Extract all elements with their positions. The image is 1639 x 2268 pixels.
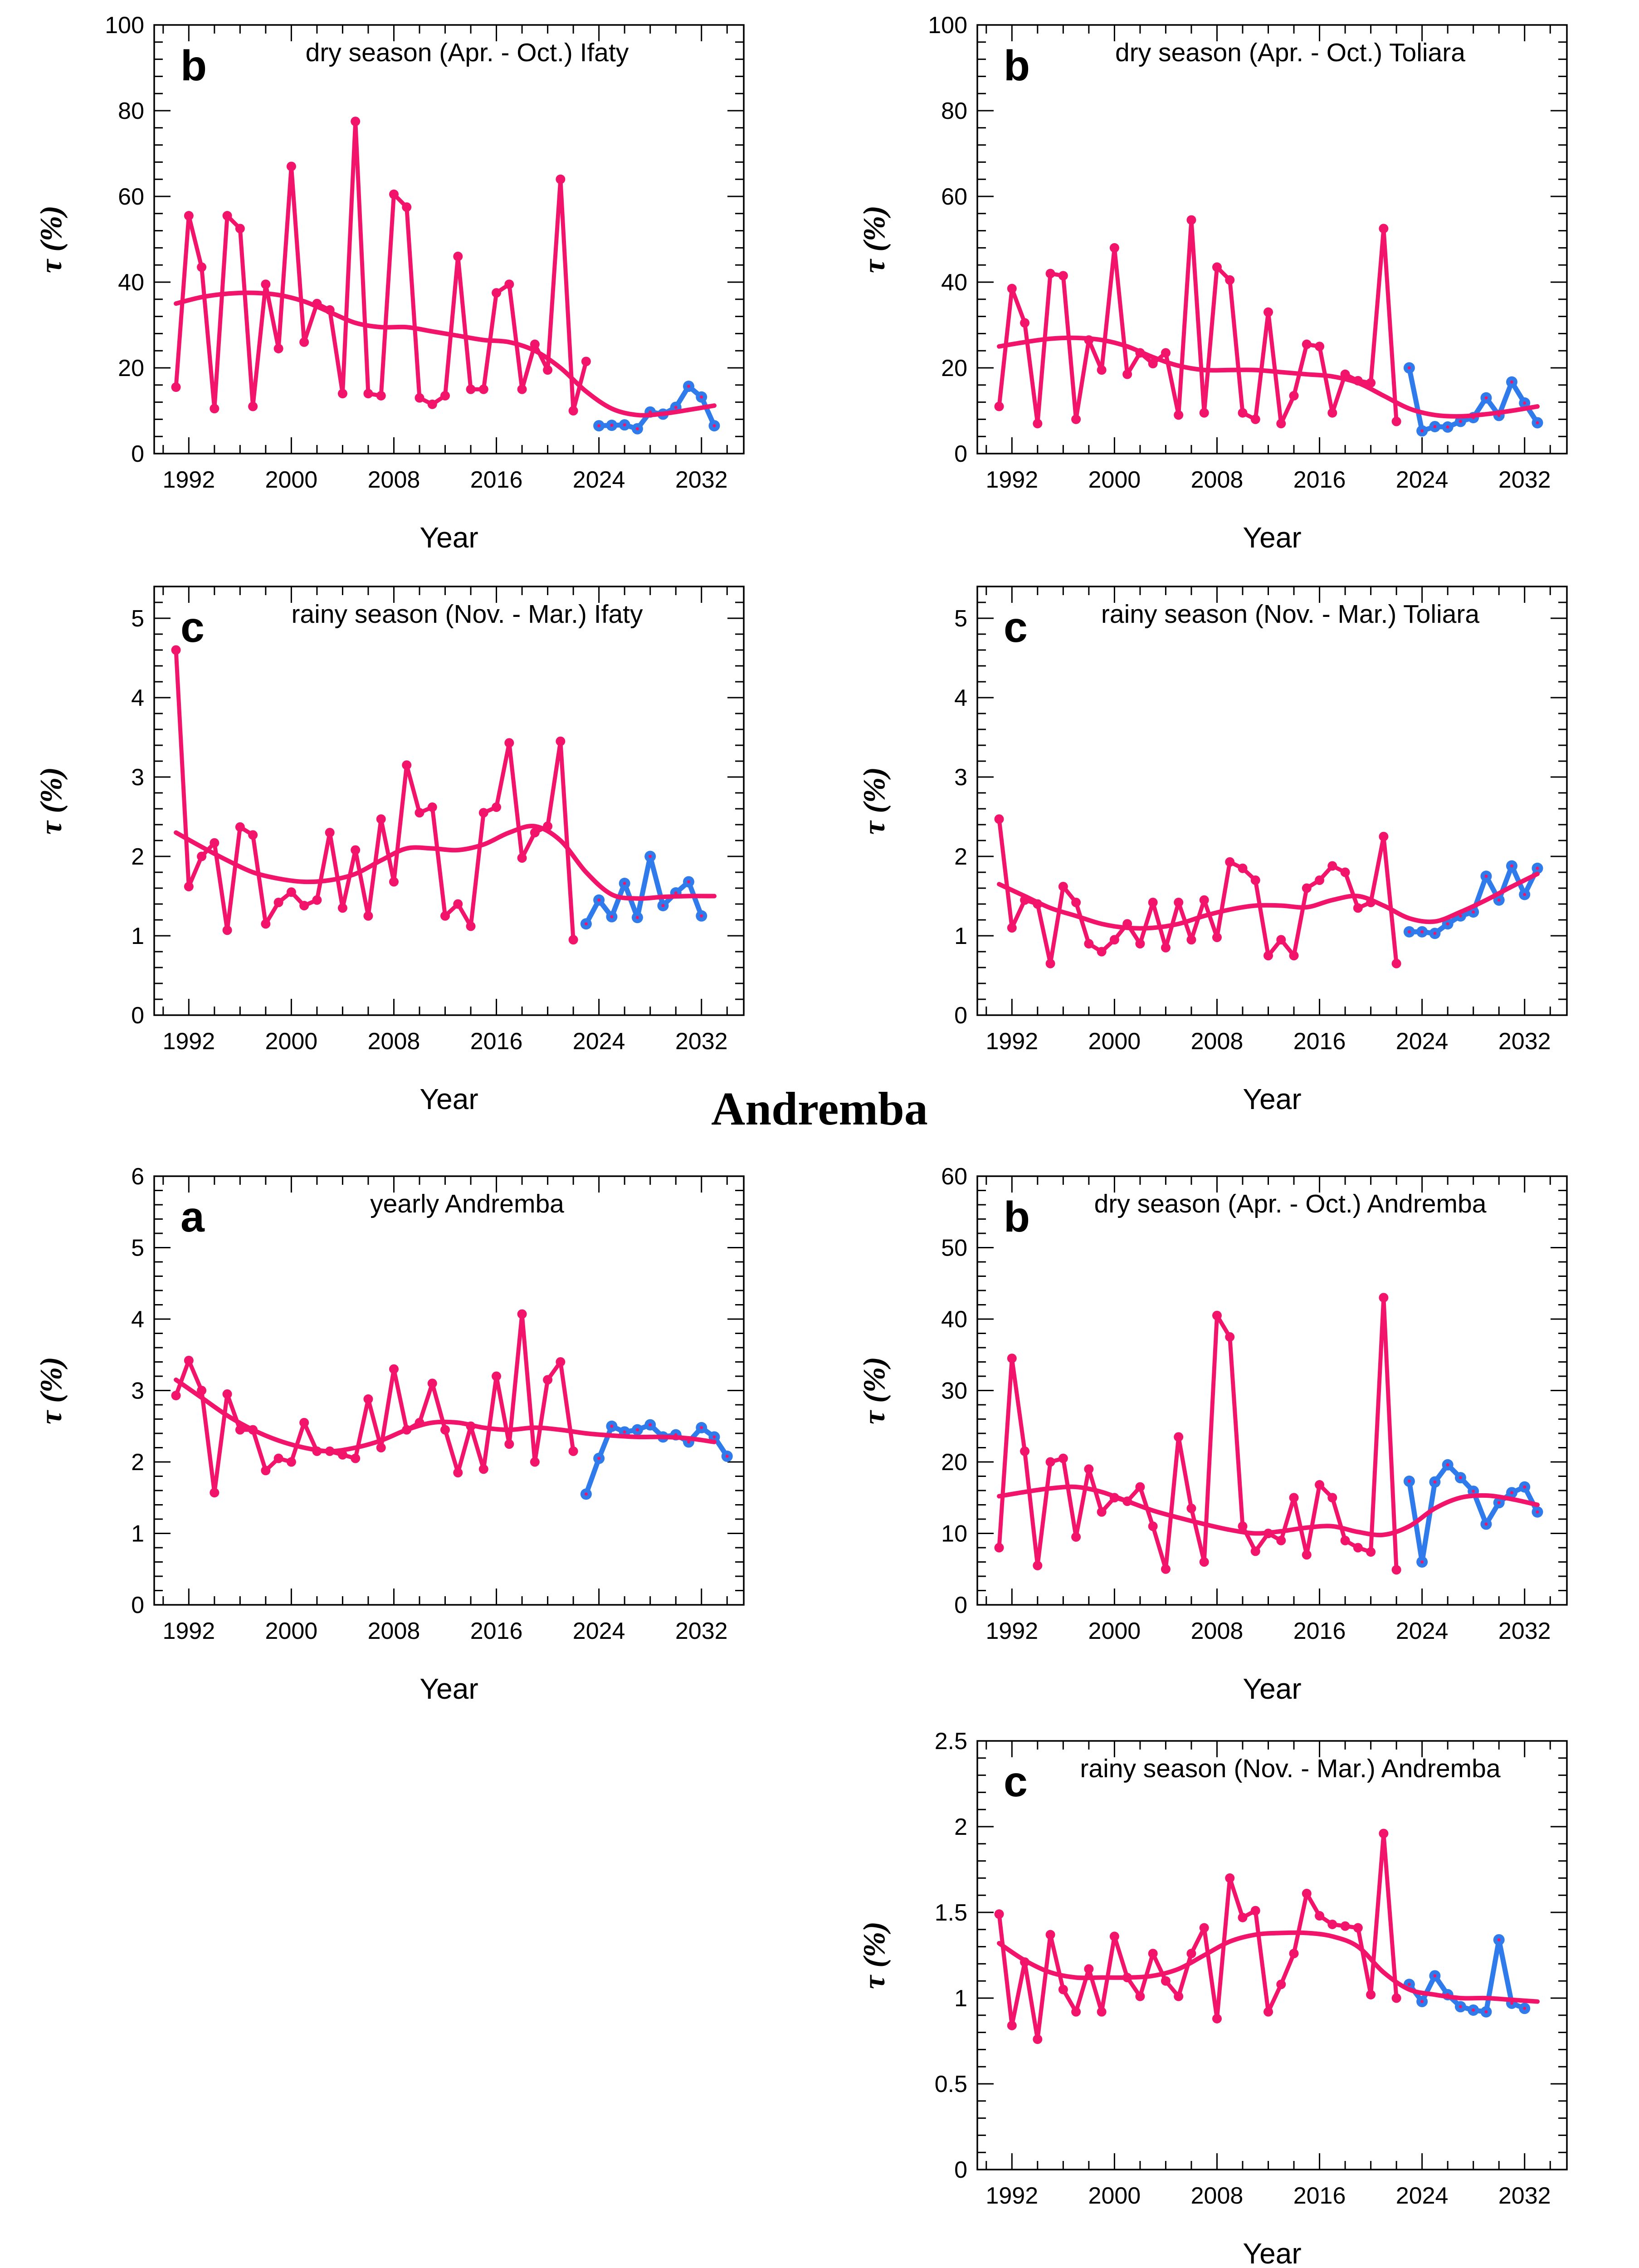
x-tick-label: 2000 [265, 1028, 318, 1055]
x-tick-label: 1992 [162, 1618, 215, 1644]
forecast-series-markers [1404, 1934, 1530, 2018]
panel-letter: c [180, 603, 205, 651]
y-tick-label: 4 [954, 685, 967, 711]
y-tick-label: 5 [131, 606, 144, 632]
y-tick-label: 1.5 [934, 1900, 967, 1926]
x-tick-label: 2024 [1395, 467, 1449, 493]
x-tick-label: 2032 [675, 1028, 728, 1055]
x-tick-label: 1992 [985, 1618, 1039, 1644]
chart-dry-andremba [841, 1156, 1594, 1721]
y-axis-label: τ (%) [34, 1356, 68, 1425]
chart-yearly-andremba [18, 1156, 771, 1721]
x-tick-label: 2000 [1088, 2183, 1141, 2209]
x-tick-label: 2016 [1293, 1028, 1346, 1055]
chart-rainy-ifaty [18, 566, 771, 1131]
chart-canvas [18, 1156, 771, 1721]
y-tick-label: 5 [131, 1235, 144, 1261]
chart-title: dry season (Apr. - Oct.) Andremba [1094, 1189, 1487, 1218]
plot-border [154, 1176, 744, 1605]
x-tick-label: 2016 [470, 467, 523, 493]
observed-series-line [999, 220, 1396, 424]
observed-series-line [176, 122, 586, 411]
x-axis-label: Year [420, 1083, 478, 1115]
chart-dry-ifaty [18, 5, 771, 569]
y-tick-label: 2 [131, 1449, 144, 1476]
y-tick-label: 2.5 [934, 1728, 967, 1755]
y-tick-label: 0 [954, 1002, 967, 1029]
y-tick-label: 80 [941, 98, 967, 124]
x-tick-label: 1992 [162, 1028, 215, 1055]
y-axis-label: τ (%) [857, 1356, 891, 1425]
y-tick-label: 100 [105, 12, 144, 39]
x-tick-label: 2032 [1498, 1028, 1551, 1055]
x-axis-label: Year [420, 1672, 478, 1705]
plot-border [977, 1176, 1567, 1605]
x-tick-label: 2032 [1498, 1618, 1551, 1644]
x-tick-label: 2000 [265, 467, 318, 493]
y-axis-label: τ (%) [857, 767, 891, 835]
chart-canvas [841, 566, 1594, 1131]
x-tick-label: 2024 [1395, 2183, 1449, 2209]
panel-letter: b [1004, 1193, 1030, 1241]
x-tick-label: 2008 [367, 1028, 420, 1055]
x-tick-label: 2016 [470, 1618, 523, 1644]
y-tick-label: 40 [118, 269, 144, 296]
y-tick-label: 3 [131, 1378, 144, 1404]
panel-letter: b [1004, 42, 1030, 90]
panel-letter: c [1004, 1758, 1028, 1806]
x-tick-label: 1992 [985, 2183, 1039, 2209]
y-tick-label: 40 [941, 1306, 967, 1333]
x-tick-label: 2016 [1293, 1618, 1346, 1644]
x-tick-label: 2000 [1088, 1618, 1141, 1644]
x-tick-label: 2008 [367, 1618, 420, 1644]
y-tick-label: 0 [954, 1592, 967, 1618]
x-tick-label: 2032 [675, 467, 728, 493]
y-tick-label: 0 [131, 1002, 144, 1029]
y-tick-label: 0 [131, 1592, 144, 1618]
y-axis-label: τ (%) [857, 1921, 891, 1989]
x-tick-label: 2024 [572, 1028, 625, 1055]
y-tick-label: 1 [131, 923, 144, 949]
y-tick-label: 30 [941, 1378, 967, 1404]
panel-letter: b [180, 42, 207, 90]
plot-border [154, 587, 744, 1015]
chart-canvas [18, 566, 771, 1131]
chart-title: rainy season (Nov. - Mar.) Ifaty [291, 600, 643, 629]
y-tick-label: 2 [954, 844, 967, 870]
chart-title: dry season (Apr. - Oct.) Toliara [1115, 38, 1465, 67]
forecast-series-markers [1404, 362, 1543, 437]
axis-ticks [977, 1741, 1567, 2170]
x-tick-label: 2016 [1293, 467, 1346, 493]
y-axis-label: τ (%) [34, 205, 68, 274]
y-axis-label: τ (%) [34, 767, 68, 835]
y-tick-label: 60 [941, 184, 967, 210]
y-tick-label: 10 [941, 1520, 967, 1547]
x-tick-label: 1992 [162, 467, 215, 493]
axis-ticks [154, 1176, 744, 1605]
y-tick-label: 20 [941, 1449, 967, 1476]
chart-dry-toliara [841, 5, 1594, 569]
y-tick-label: 4 [131, 1306, 144, 1333]
forecast-series-markers [1404, 860, 1543, 939]
y-tick-label: 20 [941, 355, 967, 381]
y-tick-label: 2 [131, 844, 144, 870]
axis-ticks [977, 1176, 1567, 1605]
x-axis-label: Year [1243, 1083, 1302, 1115]
section-heading-andremba: Andremba [711, 1083, 928, 1135]
x-tick-label: 2016 [470, 1028, 523, 1055]
y-tick-label: 5 [954, 606, 967, 632]
y-tick-label: 0 [954, 2157, 967, 2183]
chart-title: yearly Andremba [370, 1189, 564, 1218]
y-tick-label: 1 [954, 1985, 967, 2012]
plot-border [977, 25, 1567, 454]
y-tick-label: 60 [118, 184, 144, 210]
y-axis-label: τ (%) [857, 205, 891, 274]
chart-title: dry season (Apr. - Oct.) Ifaty [305, 38, 629, 67]
y-tick-label: 50 [941, 1235, 967, 1261]
axis-ticks [977, 25, 1567, 454]
chart-canvas [841, 5, 1594, 569]
chart-canvas [841, 1156, 1594, 1721]
x-tick-label: 2024 [572, 467, 625, 493]
x-tick-label: 2024 [1395, 1028, 1449, 1055]
x-tick-label: 2008 [1190, 1028, 1244, 1055]
panel-letter: a [180, 1193, 205, 1241]
y-tick-label: 3 [954, 764, 967, 791]
panel-letter: c [1004, 603, 1028, 651]
observed-series-line [176, 650, 573, 940]
y-tick-label: 2 [954, 1814, 967, 1840]
x-tick-label: 2008 [1190, 1618, 1244, 1644]
x-axis-label: Year [1243, 521, 1302, 554]
x-tick-label: 2000 [1088, 467, 1141, 493]
forecast-marker-centers [1408, 865, 1539, 935]
observed-series-line [999, 819, 1396, 964]
y-tick-label: 40 [941, 269, 967, 296]
x-tick-label: 2008 [1190, 467, 1244, 493]
observed-series-line [176, 1314, 573, 1493]
x-tick-label: 2024 [572, 1618, 625, 1644]
chart-rainy-toliara [841, 566, 1594, 1131]
y-tick-label: 1 [131, 1520, 144, 1547]
y-tick-label: 1 [954, 923, 967, 949]
x-tick-label: 2008 [367, 467, 420, 493]
y-tick-label: 100 [928, 12, 967, 39]
y-tick-label: 6 [131, 1163, 144, 1190]
y-tick-label: 4 [131, 685, 144, 711]
x-tick-label: 1992 [985, 467, 1039, 493]
chart-title: rainy season (Nov. - Mar.) Toliara [1101, 600, 1480, 629]
x-axis-label: Year [1243, 1672, 1302, 1705]
x-axis-label: Year [420, 521, 478, 554]
chart-rainy-andremba [841, 1721, 1594, 2268]
x-tick-label: 2000 [265, 1618, 318, 1644]
x-tick-label: 2016 [1293, 2183, 1346, 2209]
x-tick-label: 2000 [1088, 1028, 1141, 1055]
y-tick-label: 20 [118, 355, 144, 381]
x-tick-label: 2024 [1395, 1618, 1449, 1644]
y-tick-label: 0.5 [934, 2071, 967, 2097]
x-axis-label: Year [1243, 2237, 1302, 2268]
plot-border [977, 1741, 1567, 2170]
axis-ticks [154, 587, 744, 1015]
x-tick-label: 2032 [675, 1618, 728, 1644]
x-tick-label: 2032 [1498, 467, 1551, 493]
y-tick-label: 60 [941, 1163, 967, 1190]
x-tick-label: 1992 [985, 1028, 1039, 1055]
chart-canvas [18, 5, 771, 569]
y-tick-label: 80 [118, 98, 144, 124]
x-tick-label: 2032 [1498, 2183, 1551, 2209]
y-tick-label: 0 [131, 441, 144, 467]
chart-title: rainy season (Nov. - Mar.) Andremba [1080, 1754, 1501, 1783]
y-tick-label: 0 [954, 441, 967, 467]
y-tick-label: 3 [131, 764, 144, 791]
trend-line [999, 1933, 1537, 2002]
x-tick-label: 2008 [1190, 2183, 1244, 2209]
chart-canvas [841, 1721, 1594, 2268]
